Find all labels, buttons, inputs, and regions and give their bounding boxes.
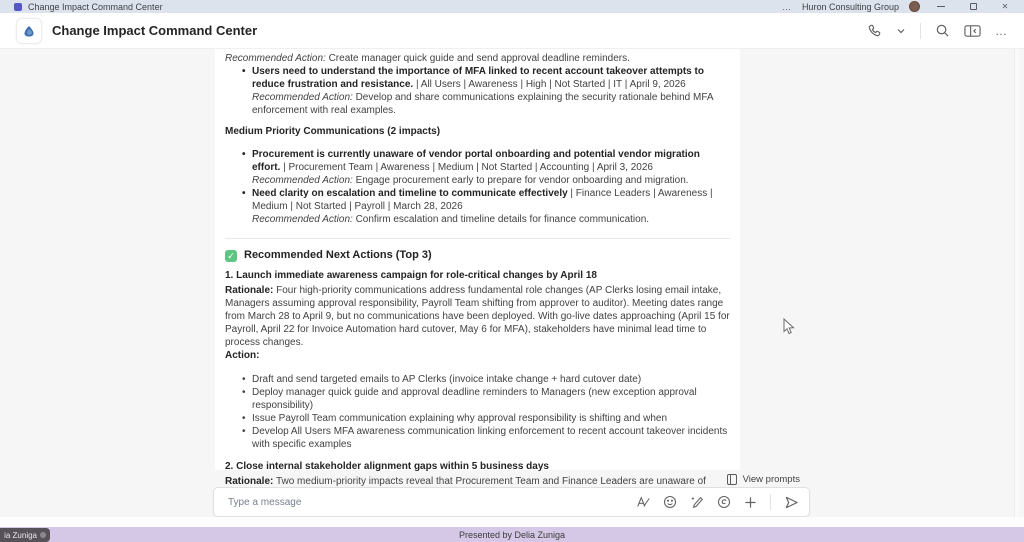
section-divider [225,238,730,239]
high-priority-bullets [225,65,730,117]
view-prompts-row [215,471,810,487]
open-in-pane-icon[interactable] [964,24,981,38]
intro-recommended-action: Recommended Action: Create manager quick guide and send approval deadline reminders. [225,53,630,64]
next-action-2-title: 2. Close internal stakeholder alignment gaps within 5 business days [225,461,549,472]
next-actions-header [225,249,730,262]
list-item: • Deploy manager quick guide and approval deadline reminders to Managers (new exception approval responsibility) [240,386,730,412]
compose-box [213,487,810,517]
list-item: • Users need to understand the importance of MFA linked to recent account takeover attempts to reduce frustration and resistance. | All Users | Awareness | High | Not Started | IT | April 9, 2026 Recommended Action: Develop and share communications explaining the security rationale behind MFA enforcement with real examples. [240,65,730,117]
page-title: Change Impact Command Center [52,23,258,38]
compose-divider [770,494,771,510]
action-bullets [240,373,730,451]
scrollbar[interactable] [1014,49,1019,542]
plus-icon[interactable] [744,496,757,509]
pen-sparkle-icon[interactable] [690,495,704,509]
medium-priority-bullets [225,148,730,226]
titlebar-more-icon[interactable]: … [781,1,792,12]
call-options-chevron-down-icon[interactable] [896,26,906,36]
action-label: Action: [225,350,260,361]
app-header [0,13,1024,49]
share-indicator-icon [40,532,46,538]
list-item: • Develop All Users MFA awareness communication linking enforcement to recent account takeover incidents with specific examples [240,425,730,451]
maximize-icon [970,3,977,10]
list-item: • Need clarity on escalation and timeline to communicate effectively | Finance Leaders | Awareness | Medium | Not Started | Payroll | March 28, 2026 Recommended Action: Confirm escalation and timeline details for finance communication. [240,187,730,226]
next-action-1-rationale: Rationale: Four high-priority communications address fundamental role changes (AP Clerks losing email intake, Managers assuming approval responsibility, Payroll Team shifting from approver to auditor). Meeting dates range from March 28 to April 9, but no communications have been deployed. With go-live dates approaching (April 15 for Payroll, April 22 for Invoice Automation hard cutover, May 6 for MFA), stakeholders have minimal lead time to process changes. [225,285,730,348]
presenter-overlay-label: ia Zuniga [4,530,37,540]
minimize-icon [937,6,945,7]
list-item: • Draft and send targeted emails to AP Clerks (invoice intake change + hard cutover date) [240,373,730,386]
header-divider [920,23,921,39]
bot-avatar [16,18,42,44]
minimize-button[interactable] [930,1,952,12]
send-icon[interactable] [784,495,799,510]
presented-by-label: Presented by Delia Zuniga [458,529,566,540]
emoji-icon[interactable] [663,495,677,509]
search-icon[interactable] [935,23,950,38]
chat-main [0,49,1024,542]
footer-gap [0,517,1024,527]
bot-message-card [215,49,740,487]
next-action-2-rationale: Rationale: Two medium-priority impacts reveal that Procurement Team and Finance Leaders are unaware of [225,476,706,487]
mouse-cursor-icon [783,318,795,340]
next-actions-title: Recommended Next Actions (Top 3) [244,249,432,261]
os-titlebar [0,0,1024,13]
close-button[interactable]: ✕ [1001,2,1009,11]
presenter-overlay-pill [0,528,50,542]
list-item: • Procurement is currently unaware of vendor portal onboarding and potential vendor migration effort. | Procurement Team | Awareness | Medium | Not Started | Accounting | April 3, 2026 Recommended Action: Engage procurement early to prepare for vendor onboarding and migration. [240,148,730,187]
next-action-1-title: 1. Launch immediate awareness campaign for role-critical changes by April 18 [225,270,597,281]
more-options-icon[interactable]: … [995,23,1008,38]
sticker-icon[interactable] [717,495,731,509]
window-title: Change Impact Command Center [28,1,163,12]
tenant-name[interactable]: Huron Consulting Group [801,1,899,12]
view-prompts-button[interactable]: View prompts [742,473,800,485]
check-icon: ✓ [225,250,237,262]
medium-priority-heading: Medium Priority Communications (2 impacts) [225,126,441,137]
user-avatar[interactable] [909,1,920,12]
maximize-button[interactable] [962,1,984,12]
format-icon[interactable] [636,495,650,509]
presenter-bar [0,527,1024,542]
prompt-book-icon [727,474,737,485]
call-icon[interactable] [867,23,882,38]
app-icon [14,3,22,11]
bot-logo-icon [21,23,37,39]
message-input[interactable] [228,497,636,508]
list-item: • Issue Payroll Team communication explaining why approval responsibility is shifting and when [240,412,730,425]
